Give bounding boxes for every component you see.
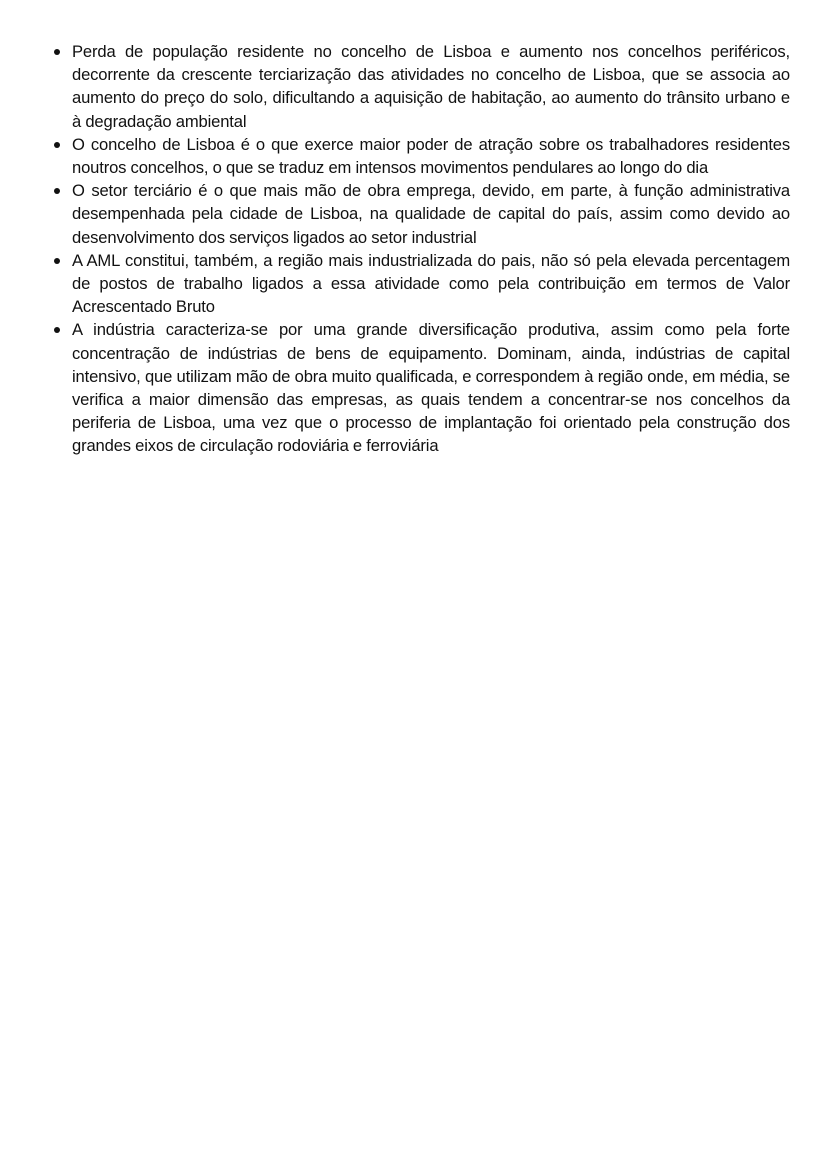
bullet-item	[52, 40, 790, 133]
bullet-item	[52, 318, 790, 457]
bullet-list	[52, 40, 790, 458]
bullet-point-icon	[54, 327, 60, 333]
bullet-text: A indústria caracteriza-se por uma grande diversificação produtiva, assim como pela forte concentração de indústrias de bens de equipamento. Dominam, ainda, indústrias de capital intensivo, que utilizam mão de obra muito qualificada, e correspondem à região onde, em média, se verifica a maior dimensão das empresas, as quais tendem a concentrar-se nos concelhos da periferia de Lisboa, uma vez que o processo de implantação foi orientado pela construção dos grandes eixos de circulação rodoviária e ferroviária	[72, 320, 790, 456]
bullet-point-icon	[54, 258, 60, 264]
bullet-text: O setor terciário é o que mais mão de obra emprega, devido, em parte, à função administrativa desempenhada pela cidade de Lisboa, na qualidade de capital do país, assim como devido ao desenvolvimento dos serviços ligados ao setor industrial	[72, 181, 790, 247]
bullet-text: A AML constitui, também, a região mais industrializada do pais, não só pela elevada percentagem de postos de trabalho ligados a essa atividade como pela contribuição em termos de Valor Acrescentado Bruto	[72, 250, 790, 317]
bullet-text: O concelho de Lisboa é o que exerce maior poder de atração sobre os trabalhadores residentes noutros concelhos, o que se traduz em intensos movimentos pendulares ao longo do dia	[72, 134, 790, 178]
bullet-item	[52, 133, 790, 179]
bullet-item	[52, 249, 790, 319]
bullet-item	[52, 179, 790, 249]
bullet-text: Perda de população residente no concelho de Lisboa e aumento nos concelhos periféricos, decorrente da crescente terciarização das atividades no concelho de Lisboa, que se associa ao aumento do preço do solo, dificultando a aquisição de habitação, ao aumento do trânsito urbano e à degradação ambiental	[72, 42, 790, 131]
bullet-point-icon	[54, 49, 60, 55]
bullet-point-icon	[54, 188, 60, 194]
bullet-point-icon	[54, 142, 60, 148]
